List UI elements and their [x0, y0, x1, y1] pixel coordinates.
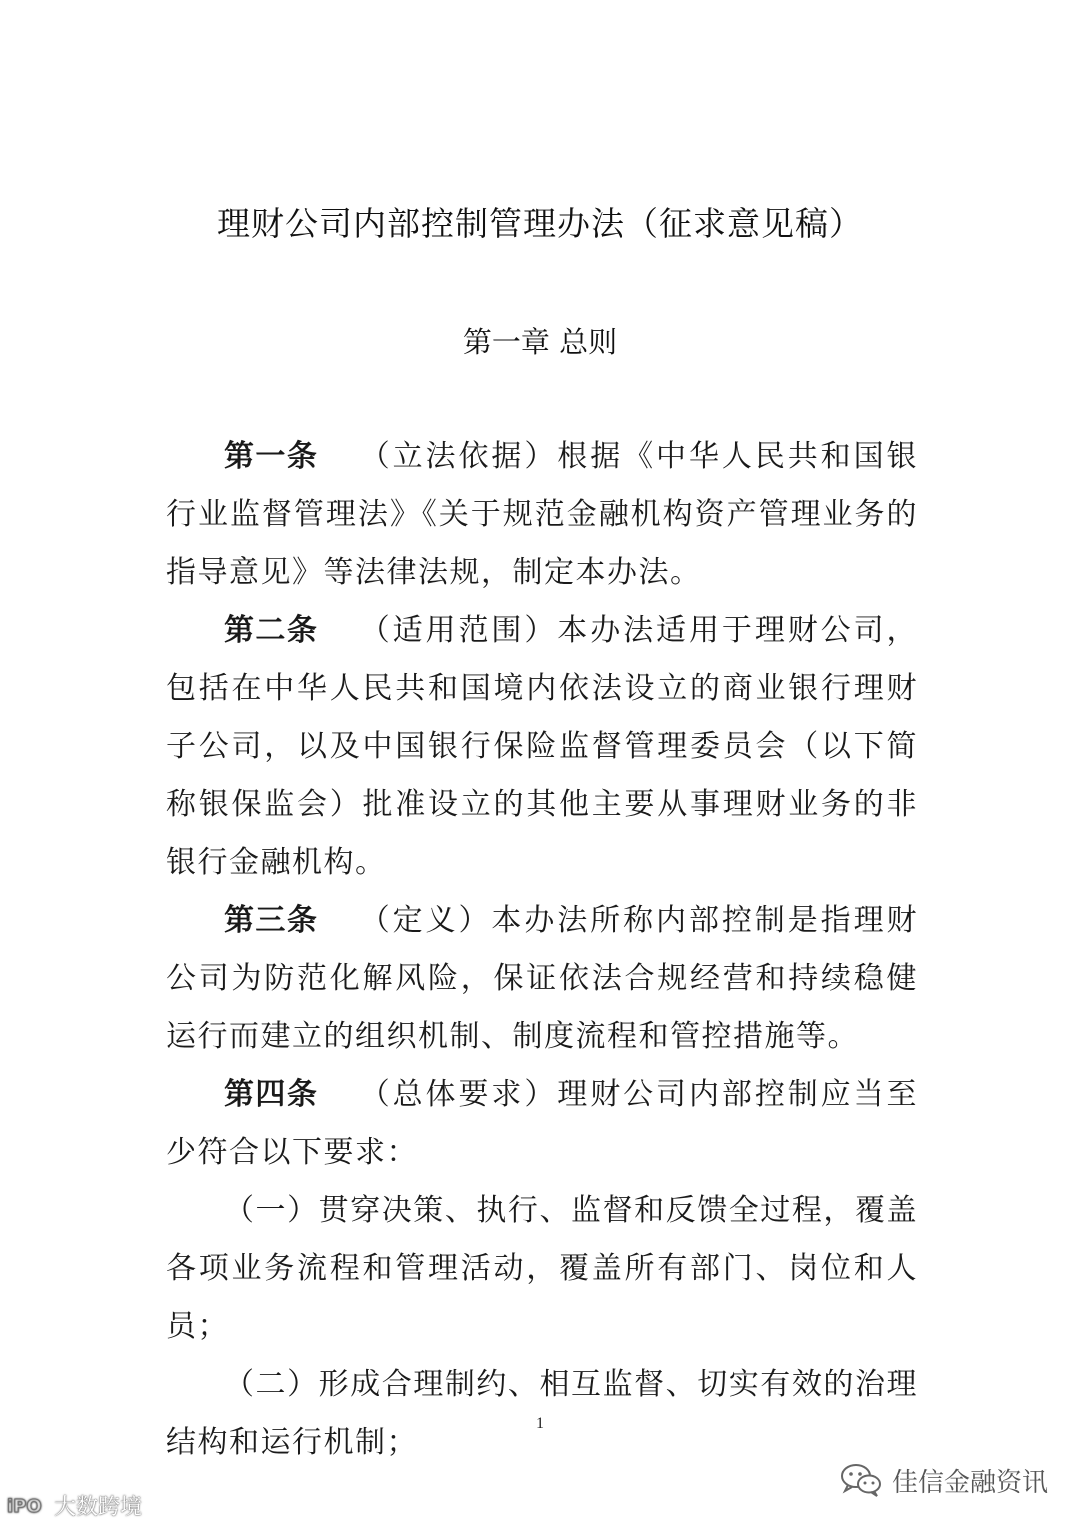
list-item-text: （二）形成合理制约、相互监督、切实有效的治理结构和运行机制； — [166, 1367, 918, 1460]
article-heading: （总体要求） — [358, 1077, 558, 1112]
article-number: 第二条 — [224, 613, 319, 648]
document-title: 理财公司内部控制管理办法（征求意见稿） — [217, 204, 863, 243]
article-heading: （立法依据） — [358, 439, 558, 474]
watermark-left-text: 大数跨境 — [54, 1494, 143, 1520]
list-item-paragraph — [166, 1182, 918, 1356]
watermark-right — [840, 1460, 1048, 1500]
article-paragraph — [166, 428, 918, 602]
article-number: 第三条 — [224, 903, 319, 938]
wechat-icon — [840, 1462, 882, 1498]
page-number: 1 — [536, 1415, 544, 1432]
watermark-right-text: 佳信金融资讯 — [891, 1467, 1048, 1498]
article-text: 理财公司内部控制应当至少符合以下要求： — [166, 1077, 919, 1170]
article-text: 本办法所称内部控制是指理财公司为防范化解风险，保证依法合规经营和持续稳健运行而建立的组织机制、制度流程和管控措施等。 — [166, 903, 919, 1054]
article-paragraph — [166, 892, 918, 1066]
article-heading: （定义） — [358, 903, 492, 938]
ipo-logo-icon — [6, 1492, 50, 1518]
article-number: 第四条 — [224, 1077, 319, 1112]
article-text: 本办法适用于理财公司，包括在中华人民共和国境内依法设立的商业银行理财子公司，以及中国银行保险监督管理委员会（以下简称银保监会）批准设立的其他主要从事理财业务的非银行金融机构。 — [166, 613, 919, 880]
chapter-title: 第一章 总则 — [462, 325, 618, 359]
watermark-left — [6, 1490, 142, 1520]
list-item-paragraph — [166, 1356, 918, 1472]
article-text: 根据《中华人民共和国银行业监督管理法》《关于规范金融机构资产管理业务的指导意见》等法律法规，制定本办法。 — [166, 439, 919, 590]
article-number: 第一条 — [224, 439, 319, 474]
article-paragraph — [166, 602, 918, 892]
svg-text:iPO: iPO — [7, 1496, 42, 1517]
article-paragraph — [166, 1066, 918, 1182]
list-item-text: （一）贯穿决策、执行、监督和反馈全过程，覆盖各项业务流程和管理活动，覆盖所有部门、岗位和人员； — [166, 1193, 918, 1344]
article-heading: （适用范围） — [358, 613, 558, 648]
document-body — [166, 428, 918, 1472]
